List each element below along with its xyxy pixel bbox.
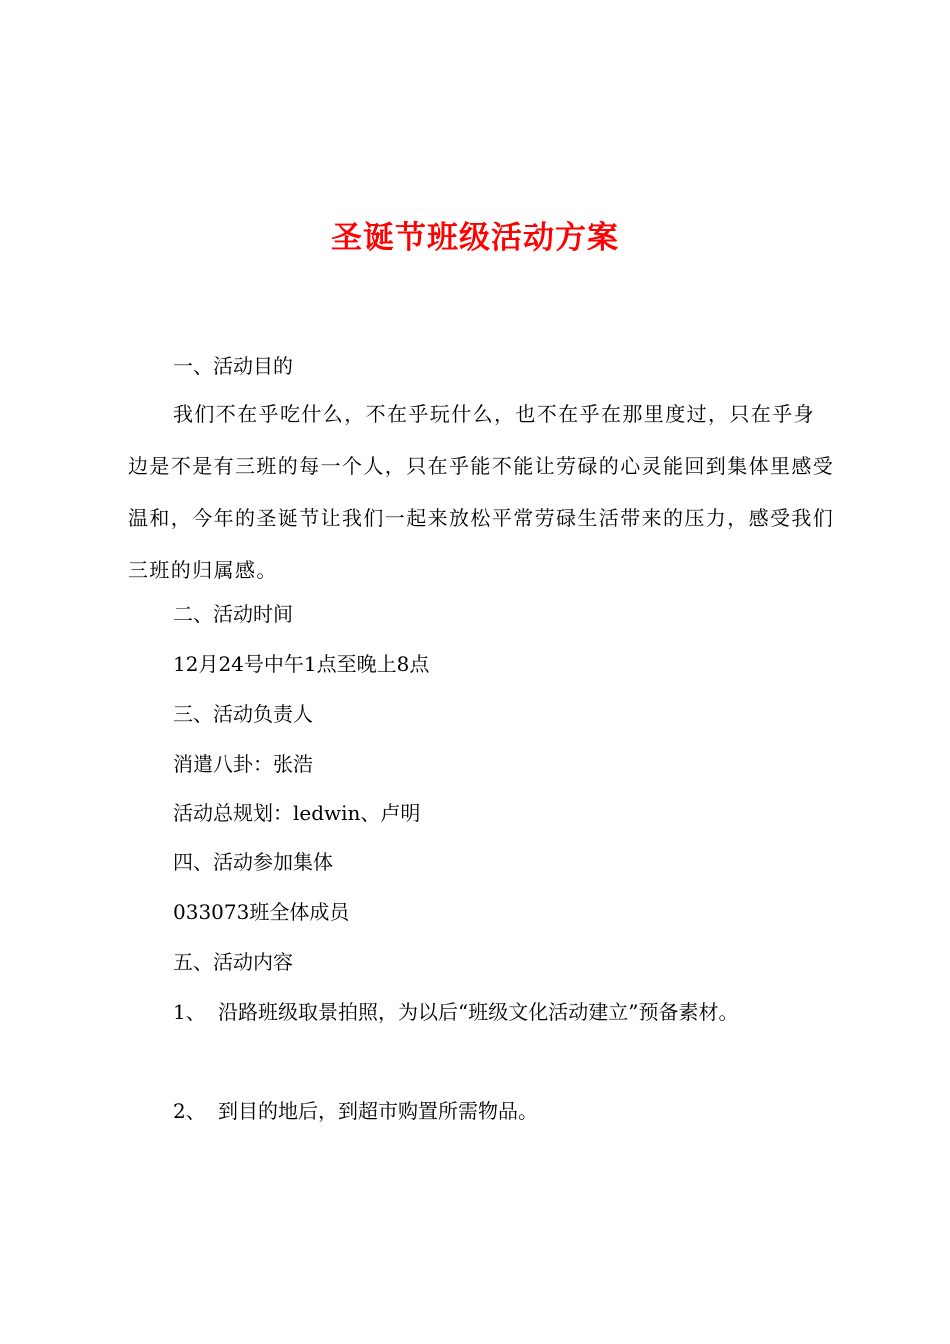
section-2-body: 12月24号中午1点至晚上8点 [173,652,430,676]
section-4-heading: 四、活动参加集体 [173,850,333,874]
section-3-line-1: 消遣八卦：张浩 [173,752,313,776]
content-item-2-number: 2、 [173,1099,206,1123]
section-4-body: 033073班全体成员 [173,900,350,924]
section-1-body: 我们不在乎吃什么，不在乎玩什么，也不在乎在那里度过，只在乎身边是不是有三班的每一个人，只在乎能不能让劳碌的心灵能回到集体里感受温和，今年的圣诞节让我们一起来放松平常劳碌生活带来的压力，感受我们三班的归属感。 [128,402,835,582]
section-5-heading: 五、活动内容 [173,950,293,974]
section-2-heading: 二、活动时间 [173,602,293,626]
document-title: 圣诞节班级活动方案 [331,220,619,256]
content-item-1-number: 1、 [173,1000,206,1024]
content-item-1 [173,1000,738,1024]
content-item-2-text: 到目的地后，到超市购置所需物品。 [218,1099,538,1123]
content-item-1-text: 沿路班级取景拍照，为以后“班级文化活动建立”预备素材。 [218,1000,739,1024]
section-3-heading: 三、活动负责人 [173,702,313,726]
section-3-line-2: 活动总规划：ledwin、卢明 [173,801,421,825]
content-item-2 [173,1099,538,1123]
section-1-heading: 一、活动目的 [173,354,293,378]
